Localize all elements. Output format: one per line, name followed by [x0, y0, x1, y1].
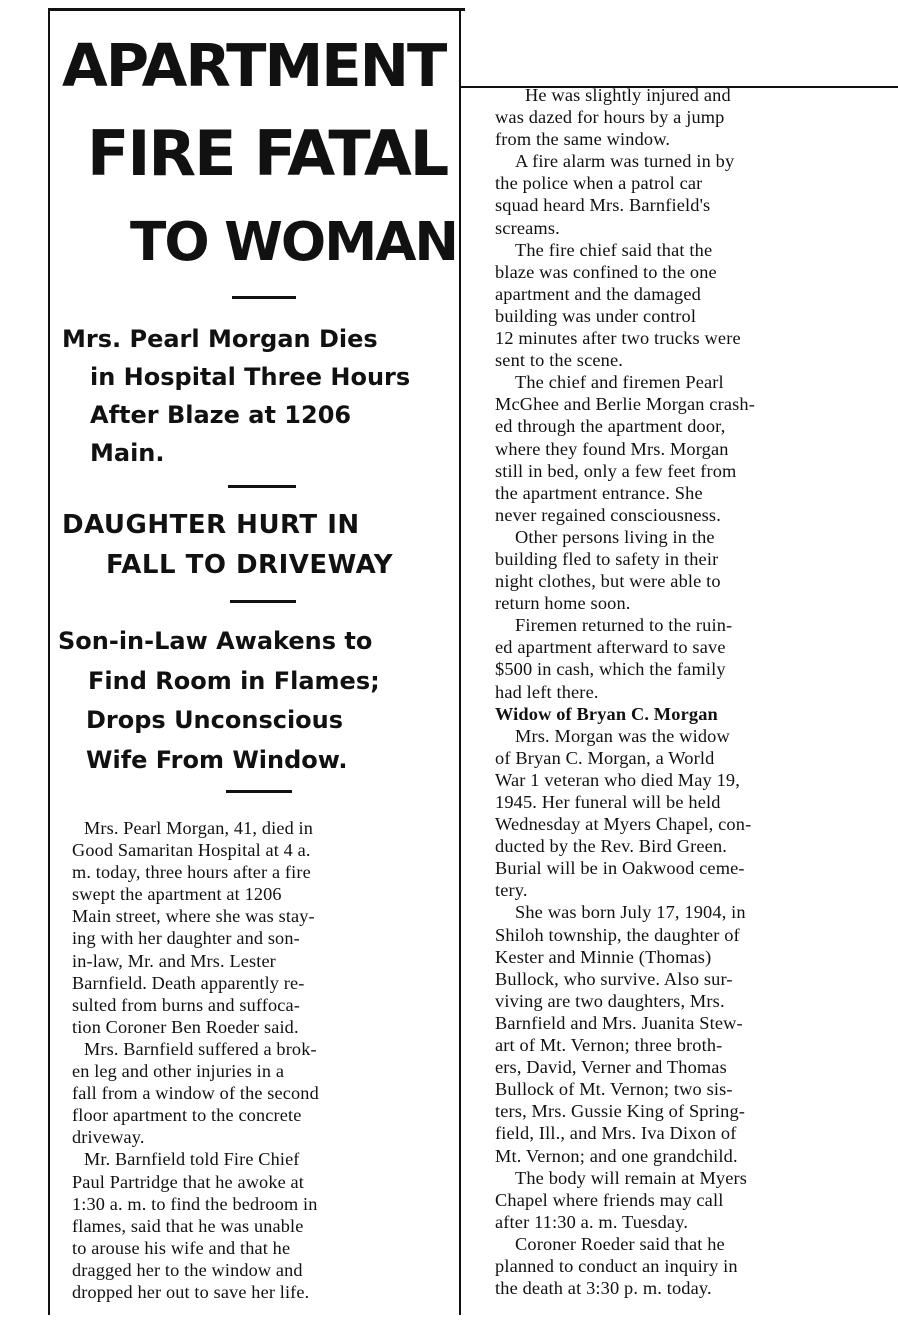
section-subhead: Widow of Bryan C. Morgan — [495, 703, 718, 724]
body-line: Mr. Barnfield told Fire Chief — [84, 1149, 300, 1170]
article-body-left — [72, 817, 437, 1303]
body-line: tery. — [495, 880, 528, 901]
subheadline-3-line: Son-in-Law Awakens to — [58, 627, 373, 655]
body-line: 1945. Her funeral will be held — [495, 792, 721, 812]
body-line: never regained consciousness. — [495, 504, 721, 525]
body-line: dragged her to the window and — [72, 1259, 303, 1280]
body-line: ed through the apartment door, — [495, 416, 726, 437]
subheadline-3 — [58, 622, 443, 780]
body-line: ters, Mrs. Gussie King of Spring- — [495, 1101, 746, 1122]
left-column-border — [48, 10, 50, 1315]
body-line: floor apartment to the concrete — [72, 1105, 302, 1126]
body-line: War 1 veteran who died May 19, — [495, 769, 740, 790]
body-line: Mrs. Pearl Morgan, 41, died in — [84, 818, 314, 838]
body-line: Burial will be in Oakwood ceme- — [495, 858, 745, 879]
body-line: en leg and other injuries in a — [72, 1061, 285, 1082]
body-line: He was slightly injured and — [525, 85, 731, 105]
body-line: Mrs. Morgan was the widow — [515, 725, 730, 746]
top-rule — [48, 8, 465, 11]
column-divider — [459, 10, 461, 1315]
body-line: the police when a patrol car — [495, 173, 703, 194]
body-line: dropped her out to save her life. — [72, 1281, 310, 1302]
body-line: McGhee and Berlie Morgan crash- — [495, 394, 756, 415]
body-line: in-law, Mr. and Mrs. Lester — [72, 950, 276, 971]
subheadline-1-line: Main. — [90, 439, 165, 467]
subheadline-1 — [62, 320, 442, 472]
body-line: building was under control — [495, 305, 697, 326]
separator-rule-2 — [228, 485, 296, 488]
body-line: to arouse his wife and that he — [72, 1237, 291, 1258]
separator-rule-3 — [230, 600, 296, 603]
body-line: blaze was confined to the one — [495, 261, 717, 282]
body-line: The fire chief said that the — [515, 239, 713, 260]
body-line: 12 minutes after two trucks were — [495, 328, 741, 349]
body-line: the apartment entrance. She — [495, 482, 703, 503]
body-line: night clothes, but were able to — [495, 571, 721, 592]
body-line: where they found Mrs. Morgan — [495, 438, 729, 459]
body-line: Coroner Roeder said that he — [515, 1233, 725, 1254]
body-line: apartment and the damaged — [495, 283, 701, 304]
body-line: had left there. — [495, 681, 599, 702]
headline-line-2: FIRE FATAL — [87, 117, 448, 190]
headline-line-3: TO WOMAN — [130, 211, 458, 273]
body-line: squad heard Mrs. Barnfield's — [495, 195, 711, 216]
body-line: fall from a window of the second — [72, 1083, 319, 1104]
body-line: The chief and firemen Pearl — [515, 372, 724, 393]
body-line: sulted from burns and suffoca- — [72, 994, 300, 1015]
body-line: the death at 3:30 p. m. today. — [495, 1278, 712, 1299]
body-line: swept the apartment at 1206 — [72, 884, 282, 905]
subheadline-1-line: Mrs. Pearl Morgan Dies — [62, 325, 378, 353]
subheadline-3-line: Wife From Window. — [86, 745, 348, 774]
body-line: ers, David, Verner and Thomas — [495, 1057, 727, 1078]
body-line: still in bed, only a few feet from — [495, 460, 737, 481]
body-line: Good Samaritan Hospital at 4 a. — [72, 840, 311, 861]
body-line: field, Ill., and Mrs. Iva Dixon of — [495, 1123, 737, 1144]
body-line: 1:30 a. m. to find the bedroom in — [72, 1193, 318, 1214]
body-line: Main street, where she was stay- — [72, 906, 315, 927]
body-line: Shiloh township, the daughter of — [495, 924, 740, 945]
body-line: Firemen returned to the ruin- — [515, 615, 733, 636]
subheadline-2 — [62, 505, 442, 585]
body-line: Paul Partridge that he awoke at — [72, 1171, 305, 1192]
body-line: ed apartment afterward to save — [495, 637, 726, 658]
headline-line-1: APARTMENT — [62, 31, 446, 100]
body-line: flames, said that he was unable — [72, 1215, 304, 1236]
body-line: from the same window. — [495, 129, 671, 150]
body-line: return home soon. — [495, 593, 631, 614]
body-line: Bullock of Mt. Vernon; two sis- — [495, 1079, 733, 1100]
headline — [62, 22, 458, 286]
body-line: Barnfield and Mrs. Juanita Stew- — [495, 1012, 743, 1033]
body-line: The body will remain at Myers — [515, 1167, 748, 1188]
body-line: sent to the scene. — [495, 350, 624, 371]
body-line: Wednesday at Myers Chapel, con- — [495, 814, 752, 835]
body-line: screams. — [495, 217, 560, 238]
body-line: building fled to safety in their — [495, 548, 719, 569]
body-line: She was born July 17, 1904, in — [515, 902, 746, 923]
subheadline-3-line: Drops Unconscious — [86, 706, 344, 734]
body-line: Mt. Vernon; and one grandchild. — [495, 1145, 738, 1166]
body-line: Kester and Minnie (Thomas) — [495, 946, 712, 967]
body-line: driveway. — [72, 1127, 145, 1148]
body-line: after 11:30 a. m. Tuesday. — [495, 1211, 689, 1232]
separator-rule-4 — [226, 790, 292, 793]
subheadline-2-line: FALL TO DRIVEWAY — [106, 550, 394, 580]
body-line: planned to conduct an inquiry in — [495, 1255, 738, 1276]
body-line: tion Coroner Ben Roeder said. — [72, 1016, 299, 1037]
body-line: Chapel where friends may call — [495, 1189, 724, 1210]
body-line: Mrs. Barnfield suffered a brok- — [84, 1038, 317, 1059]
article-body-right — [495, 84, 890, 1299]
body-line: viving are two daughters, Mrs. — [495, 990, 725, 1011]
body-line: Barnfield. Death apparently re- — [72, 972, 305, 993]
subheadline-1-line: in Hospital Three Hours — [90, 363, 411, 391]
subheadline-3-line: Find Room in Flames; — [88, 666, 380, 695]
body-line: m. today, three hours after a fire — [72, 862, 311, 883]
body-line: of Bryan C. Morgan, a World — [495, 747, 715, 768]
separator-rule-1 — [232, 296, 296, 299]
body-line: A fire alarm was turned in by — [515, 151, 735, 172]
body-line: ing with her daughter and son- — [72, 928, 300, 949]
body-line: $500 in cash, which the family — [495, 659, 726, 680]
body-line: Bullock, who survive. Also sur- — [495, 968, 733, 989]
subheadline-2-line: DAUGHTER HURT IN — [62, 510, 360, 540]
body-line: was dazed for hours by a jump — [495, 107, 725, 128]
body-line: Other persons living in the — [515, 526, 715, 547]
subheadline-1-line: After Blaze at 1206 — [90, 401, 352, 429]
body-line: art of Mt. Vernon; three broth- — [495, 1035, 723, 1056]
body-line: ducted by the Rev. Bird Green. — [495, 836, 728, 857]
